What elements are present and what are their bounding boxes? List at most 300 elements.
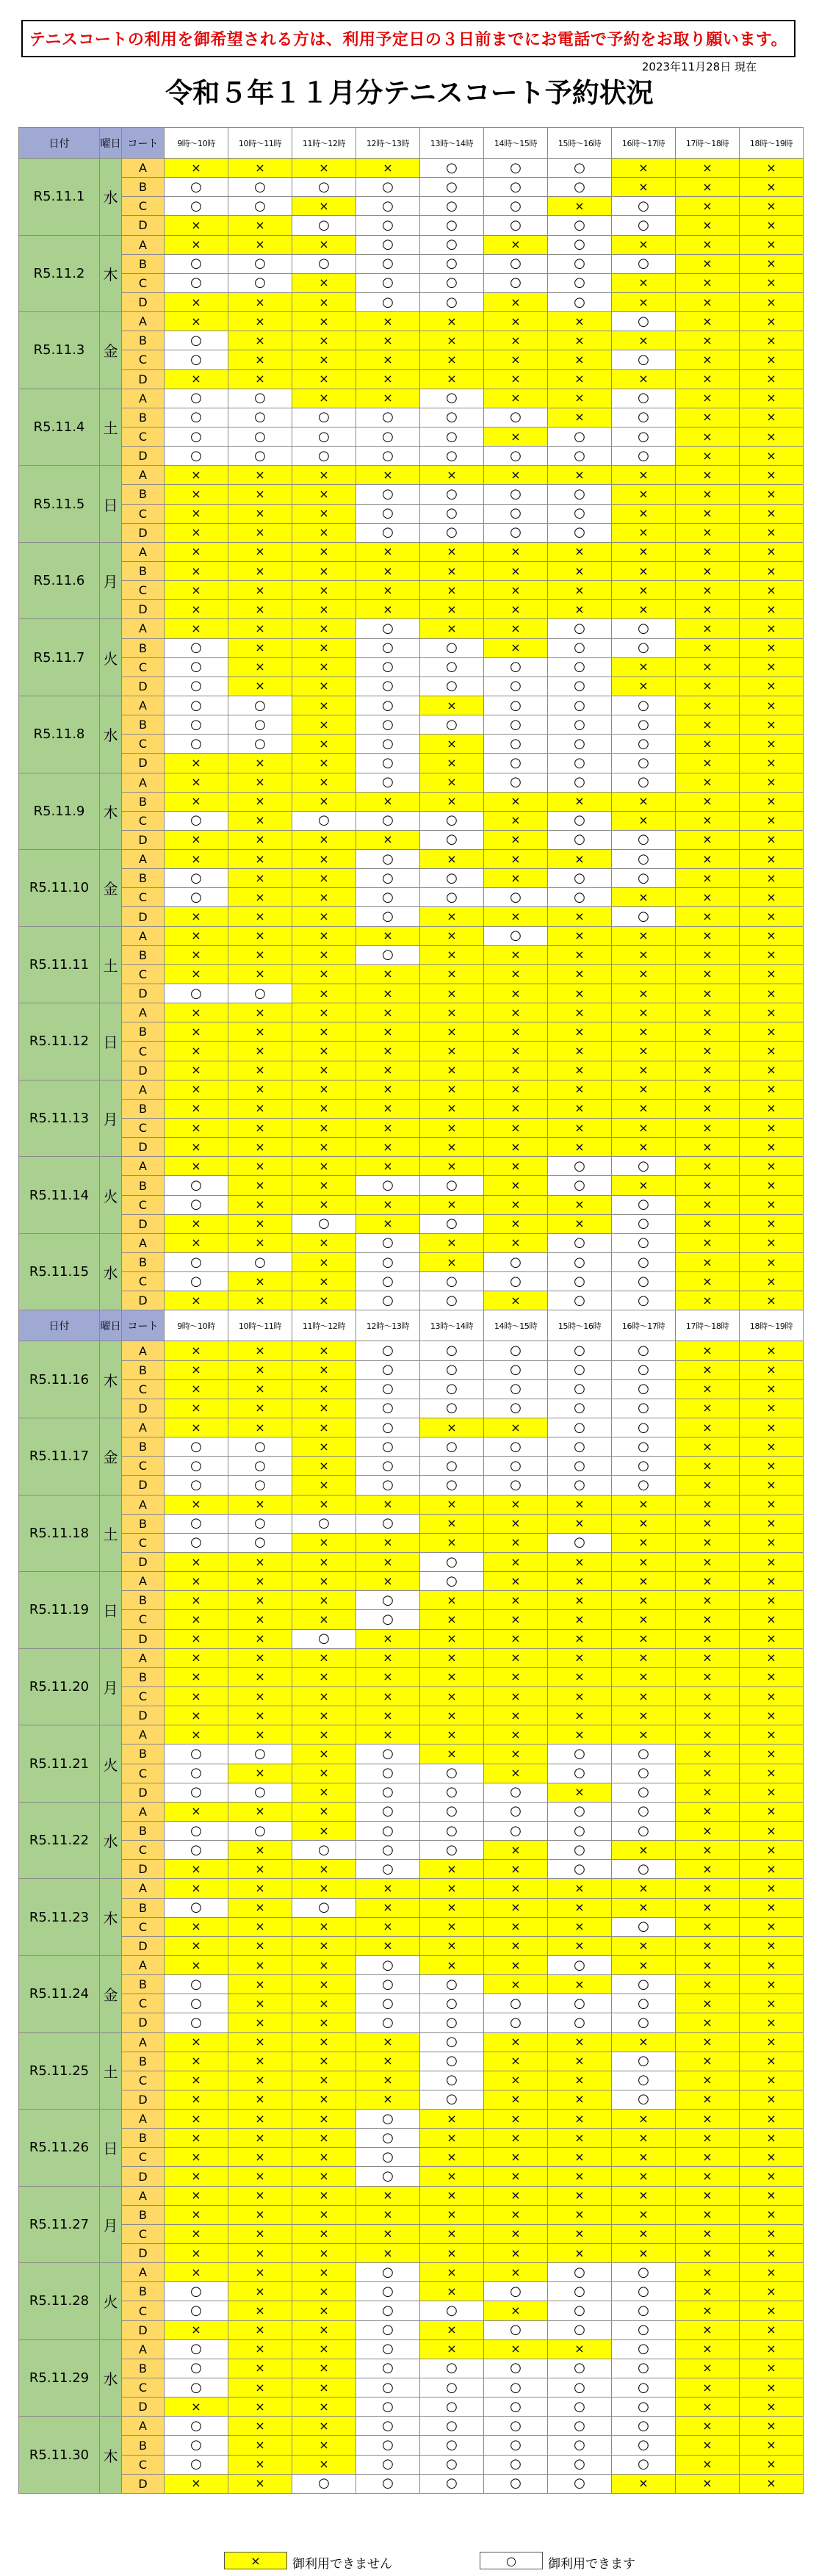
booked-slot: × — [420, 850, 484, 869]
table-row — [19, 926, 804, 945]
date-cell: R5.11.2 — [19, 235, 100, 312]
booked-slot: × — [676, 1437, 740, 1457]
booked-slot: × — [676, 1725, 740, 1745]
booked-slot: × — [292, 1495, 356, 1514]
available-slot: ○ — [484, 1272, 548, 1291]
booked-slot: × — [165, 1399, 228, 1418]
booked-slot: × — [484, 581, 548, 600]
available-slot: ○ — [356, 1360, 420, 1379]
available-slot: ○ — [548, 1176, 612, 1195]
booked-slot: × — [676, 1476, 740, 1495]
booked-slot: × — [356, 331, 420, 350]
court-cell: A — [122, 1157, 165, 1176]
date-cell: R5.11.15 — [19, 1233, 100, 1310]
booked-slot: × — [356, 2224, 420, 2243]
booked-slot: × — [228, 235, 292, 254]
header-time-slot: 18時～19時 — [740, 1310, 804, 1341]
booked-slot: × — [548, 1061, 612, 1080]
booked-slot: × — [676, 600, 740, 619]
booked-slot: × — [676, 1686, 740, 1706]
booked-slot: × — [420, 1195, 484, 1214]
court-cell: A — [122, 235, 165, 254]
available-slot: ○ — [612, 1975, 676, 1994]
booked-slot: × — [292, 888, 356, 907]
available-slot: ○ — [548, 2282, 612, 2301]
available-slot: ○ — [420, 1764, 484, 1783]
booked-slot: × — [356, 964, 420, 984]
booked-slot: × — [484, 2224, 548, 2243]
court-cell: A — [122, 312, 165, 331]
table-row — [19, 197, 804, 216]
booked-slot: × — [292, 1686, 356, 1706]
available-slot: ○ — [420, 523, 484, 542]
booked-slot: × — [420, 466, 484, 485]
available-slot: ○ — [356, 773, 420, 792]
table-row — [19, 888, 804, 907]
available-slot: ○ — [484, 1457, 548, 1476]
booked-slot: × — [740, 850, 804, 869]
booked-slot: × — [548, 1552, 612, 1571]
booked-slot: × — [484, 2052, 548, 2071]
table-row — [19, 2455, 804, 2474]
court-cell: A — [122, 389, 165, 408]
available-slot: ○ — [356, 2436, 420, 2455]
booked-slot: × — [484, 2032, 548, 2052]
court-cell: C — [122, 581, 165, 600]
court-cell: C — [122, 2301, 165, 2320]
available-slot: ○ — [228, 254, 292, 273]
booked-slot: × — [676, 1821, 740, 1840]
booked-slot: × — [228, 523, 292, 542]
available-slot: ○ — [548, 657, 612, 677]
available-slot: ○ — [356, 2455, 420, 2474]
weekday-cell: 火 — [100, 1725, 122, 1803]
booked-slot: × — [484, 1591, 548, 1610]
available-slot: ○ — [356, 1399, 420, 1418]
booked-slot: × — [420, 2320, 484, 2339]
court-cell: A — [122, 1495, 165, 1514]
available-slot: ○ — [356, 619, 420, 638]
booked-slot: × — [356, 1042, 420, 1061]
available-slot: ○ — [484, 1399, 548, 1418]
available-slot: ○ — [484, 1476, 548, 1495]
booked-slot: × — [292, 619, 356, 638]
available-slot: ○ — [356, 216, 420, 235]
available-slot: ○ — [612, 1917, 676, 1936]
booked-slot: × — [292, 1437, 356, 1457]
available-slot: ○ — [356, 2417, 420, 2436]
booked-slot: × — [228, 1099, 292, 1118]
booked-slot: × — [292, 1022, 356, 1042]
booked-slot: × — [740, 638, 804, 657]
table-row — [19, 1080, 804, 1099]
available-slot: ○ — [165, 1253, 228, 1272]
available-slot: ○ — [612, 1802, 676, 1821]
available-slot: ○ — [612, 312, 676, 331]
booked-slot: × — [165, 523, 228, 542]
available-slot: ○ — [356, 235, 420, 254]
available-slot: ○ — [356, 754, 420, 773]
booked-slot: × — [740, 1591, 804, 1610]
table-row — [19, 1802, 804, 1821]
table-row — [19, 811, 804, 830]
booked-slot: × — [228, 1686, 292, 1706]
booked-slot: × — [420, 2263, 484, 2282]
booked-slot: × — [165, 2244, 228, 2263]
header-time-slot: 12時～13時 — [356, 128, 420, 159]
weekday-cell: 土 — [100, 389, 122, 466]
booked-slot: × — [740, 2129, 804, 2148]
booked-slot: × — [356, 1003, 420, 1022]
booked-slot: × — [292, 2071, 356, 2090]
booked-slot: × — [356, 389, 420, 408]
available-slot: ○ — [165, 273, 228, 292]
available-slot: ○ — [356, 1418, 420, 1437]
booked-slot: × — [165, 312, 228, 331]
available-slot: ○ — [612, 907, 676, 926]
available-slot: ○ — [165, 350, 228, 369]
court-cell: C — [122, 2224, 165, 2243]
booked-slot: × — [740, 2110, 804, 2129]
booked-slot: × — [676, 2474, 740, 2493]
booked-slot: × — [420, 926, 484, 945]
booked-slot: × — [676, 638, 740, 657]
booked-slot: × — [356, 926, 420, 945]
booked-slot: × — [676, 773, 740, 792]
table-row — [19, 292, 804, 311]
booked-slot: × — [484, 1955, 548, 1974]
booked-slot: × — [548, 197, 612, 216]
table-row — [19, 1495, 804, 1514]
booked-slot: × — [740, 1495, 804, 1514]
available-slot: ○ — [548, 2301, 612, 2320]
header-time-slot: 11時～12時 — [292, 1310, 356, 1341]
table-row — [19, 2359, 804, 2378]
booked-slot: × — [612, 811, 676, 830]
available-slot: ○ — [612, 1821, 676, 1840]
booked-slot: × — [676, 1591, 740, 1610]
available-slot: ○ — [356, 715, 420, 735]
table-row — [19, 2417, 804, 2436]
court-cell: A — [122, 1233, 165, 1252]
available-slot: ○ — [612, 696, 676, 715]
booked-slot: × — [612, 1667, 676, 1686]
available-slot: ○ — [548, 1157, 612, 1176]
available-slot: ○ — [420, 427, 484, 446]
table-row — [19, 1686, 804, 1706]
booked-slot: × — [228, 964, 292, 984]
booked-slot: × — [228, 869, 292, 888]
table-row — [19, 1552, 804, 1571]
booked-slot: × — [676, 2148, 740, 2167]
booked-slot: × — [612, 1003, 676, 1022]
booked-slot: × — [548, 1195, 612, 1214]
booked-slot: × — [165, 1291, 228, 1310]
booked-slot: × — [612, 1572, 676, 1591]
booked-slot: × — [740, 292, 804, 311]
court-cell: A — [122, 2186, 165, 2205]
table-row — [19, 2148, 804, 2167]
booked-slot: × — [165, 2167, 228, 2186]
booked-slot: × — [548, 964, 612, 984]
booked-slot: × — [484, 1042, 548, 1061]
booked-slot: × — [356, 1686, 420, 1706]
court-cell: C — [122, 2378, 165, 2398]
booked-slot: × — [420, 619, 484, 638]
booked-slot: × — [484, 2110, 548, 2129]
booked-slot: × — [612, 331, 676, 350]
header-time-slot: 18時～19時 — [740, 128, 804, 159]
booked-slot: × — [165, 2110, 228, 2129]
available-slot: ○ — [228, 389, 292, 408]
booked-slot: × — [676, 2110, 740, 2129]
header-time-slot: 14時～15時 — [484, 1310, 548, 1341]
date-cell: R5.11.25 — [19, 2032, 100, 2110]
available-slot: ○ — [548, 1821, 612, 1840]
court-cell: B — [122, 2282, 165, 2301]
header-time-slot: 12時～13時 — [356, 1310, 420, 1341]
table-row — [19, 1975, 804, 1994]
available-slot: ○ — [612, 2071, 676, 2090]
available-slot: ○ — [484, 523, 548, 542]
booked-slot: × — [740, 1195, 804, 1214]
booked-slot: × — [548, 2129, 612, 2148]
booked-slot: × — [676, 1764, 740, 1783]
table-row — [19, 466, 804, 485]
court-cell: D — [122, 600, 165, 619]
court-cell: D — [122, 447, 165, 466]
available-slot: ○ — [356, 945, 420, 964]
booked-slot: × — [420, 907, 484, 926]
booked-slot: × — [165, 1591, 228, 1610]
booked-slot: × — [228, 619, 292, 638]
booked-slot: × — [740, 984, 804, 1003]
weekday-cell: 火 — [100, 2263, 122, 2340]
available-slot: ○ — [356, 869, 420, 888]
booked-slot: × — [228, 2186, 292, 2205]
booked-slot: × — [292, 945, 356, 964]
table-row — [19, 581, 804, 600]
available-slot: ○ — [356, 2339, 420, 2359]
booked-slot: × — [292, 2378, 356, 2398]
available-slot: ○ — [612, 447, 676, 466]
court-cell: C — [122, 2148, 165, 2167]
header-time-slot: 16時～17時 — [612, 128, 676, 159]
booked-slot: × — [676, 2129, 740, 2148]
booked-slot: × — [676, 2339, 740, 2359]
booked-slot: × — [292, 1821, 356, 1840]
available-slot: ○ — [420, 2013, 484, 2032]
booked-slot: × — [228, 1119, 292, 1138]
available-slot: ○ — [165, 715, 228, 735]
date-cell: R5.11.26 — [19, 2110, 100, 2187]
booked-slot: × — [612, 1610, 676, 1629]
date-cell: R5.11.24 — [19, 1955, 100, 2032]
available-slot: ○ — [612, 715, 676, 735]
booked-slot: × — [676, 1802, 740, 1821]
table-row — [19, 1061, 804, 1080]
booked-slot: × — [740, 1291, 804, 1310]
court-cell: B — [122, 2436, 165, 2455]
available-slot: ○ — [420, 2455, 484, 2474]
booked-slot: × — [612, 1725, 676, 1745]
booked-slot: × — [228, 1418, 292, 1437]
booked-slot: × — [292, 561, 356, 580]
court-cell: C — [122, 1379, 165, 1399]
court-cell: B — [122, 1667, 165, 1686]
booked-slot: × — [228, 331, 292, 350]
legend — [0, 2550, 819, 2572]
booked-slot: × — [740, 561, 804, 580]
booked-slot: × — [740, 1764, 804, 1783]
date-cell: R5.11.21 — [19, 1725, 100, 1803]
booked-slot: × — [676, 447, 740, 466]
booked-slot: × — [165, 945, 228, 964]
court-cell: C — [122, 2455, 165, 2474]
booked-slot: × — [548, 312, 612, 331]
booked-slot: × — [676, 1457, 740, 1476]
booked-slot: × — [676, 2013, 740, 2032]
booked-slot: × — [165, 1725, 228, 1745]
booked-slot: × — [548, 1495, 612, 1514]
booked-slot: × — [292, 2110, 356, 2129]
booked-slot: × — [676, 197, 740, 216]
booked-slot: × — [292, 2320, 356, 2339]
available-slot: ○ — [548, 1860, 612, 1879]
booked-slot: × — [548, 2244, 612, 2263]
booked-slot: × — [612, 1706, 676, 1725]
table-row — [19, 159, 804, 178]
available-slot: ○ — [420, 485, 484, 504]
booked-slot: × — [612, 677, 676, 696]
booked-slot: × — [292, 1610, 356, 1629]
booked-slot: × — [420, 331, 484, 350]
table-header-row — [19, 1310, 804, 1341]
available-slot: ○ — [228, 197, 292, 216]
booked-slot: × — [484, 907, 548, 926]
table-row — [19, 1917, 804, 1936]
available-slot: ○ — [356, 1233, 420, 1252]
booked-slot: × — [484, 2071, 548, 2090]
booked-slot: × — [740, 1360, 804, 1379]
booked-slot: × — [676, 178, 740, 197]
table-row — [19, 657, 804, 677]
booked-slot: × — [612, 600, 676, 619]
header-time-slot: 17時～18時 — [676, 1310, 740, 1341]
available-slot: ○ — [356, 1975, 420, 1994]
booked-slot: × — [292, 2186, 356, 2205]
table-row — [19, 907, 804, 926]
booked-slot: × — [548, 1003, 612, 1022]
booked-slot: × — [292, 1802, 356, 1821]
booked-slot: × — [740, 254, 804, 273]
available-slot: ○ — [356, 2301, 420, 2320]
booked-slot: × — [292, 1195, 356, 1214]
booked-slot: × — [420, 1042, 484, 1061]
booked-slot: × — [228, 1898, 292, 1917]
available-slot: ○ — [548, 2359, 612, 2378]
header-time-slot: 10時～11時 — [228, 128, 292, 159]
booked-slot: × — [292, 1783, 356, 1802]
available-slot: ○ — [612, 1272, 676, 1291]
booked-slot: × — [228, 754, 292, 773]
booked-slot: × — [356, 984, 420, 1003]
booked-slot: × — [740, 1552, 804, 1571]
available-slot: ○ — [484, 159, 548, 178]
booked-slot: × — [420, 350, 484, 369]
court-cell: B — [122, 1975, 165, 1994]
available-slot: ○ — [612, 1195, 676, 1214]
available-slot: ○ — [484, 2282, 548, 2301]
booked-slot: × — [548, 1119, 612, 1138]
available-slot: ○ — [612, 1860, 676, 1879]
booked-slot: × — [612, 523, 676, 542]
booked-slot: × — [292, 1706, 356, 1725]
booked-slot: × — [548, 1138, 612, 1157]
table-row — [19, 1860, 804, 1879]
date-cell: R5.11.16 — [19, 1341, 100, 1418]
booked-slot: × — [484, 1233, 548, 1252]
booked-slot: × — [740, 427, 804, 446]
available-slot: ○ — [420, 504, 484, 523]
booked-slot: × — [740, 907, 804, 926]
available-slot: ○ — [612, 1476, 676, 1495]
booked-slot: × — [612, 1495, 676, 1514]
booked-slot: × — [548, 1686, 612, 1706]
court-cell: C — [122, 1119, 165, 1138]
legend-available-swatch: ○ — [480, 2552, 543, 2569]
booked-slot: × — [165, 1341, 228, 1360]
booked-slot: × — [676, 1706, 740, 1725]
booked-slot: × — [484, 1629, 548, 1648]
booked-slot: × — [292, 638, 356, 657]
booked-slot: × — [292, 2339, 356, 2359]
available-slot: ○ — [292, 2474, 356, 2493]
available-slot: ○ — [165, 657, 228, 677]
available-slot: ○ — [165, 888, 228, 907]
table-row — [19, 1341, 804, 1360]
available-slot: ○ — [420, 677, 484, 696]
booked-slot: × — [676, 312, 740, 331]
booked-slot: × — [292, 1080, 356, 1099]
court-cell: A — [122, 1418, 165, 1437]
booked-slot: × — [292, 292, 356, 311]
booked-slot: × — [676, 869, 740, 888]
booked-slot: × — [228, 1591, 292, 1610]
booked-slot: × — [292, 1253, 356, 1272]
booked-slot: × — [420, 1936, 484, 1955]
booked-slot: × — [484, 1860, 548, 1879]
booked-slot: × — [420, 542, 484, 561]
booked-slot: × — [612, 2032, 676, 2052]
booked-slot: × — [165, 1233, 228, 1252]
date-cell: R5.11.19 — [19, 1572, 100, 1649]
date-cell: R5.11.17 — [19, 1418, 100, 1496]
court-cell: B — [122, 869, 165, 888]
court-cell: D — [122, 523, 165, 542]
header-time-slot: 14時～15時 — [484, 128, 548, 159]
booked-slot: × — [292, 2148, 356, 2167]
available-slot: ○ — [292, 1898, 356, 1917]
booked-slot: × — [228, 850, 292, 869]
booked-slot: × — [740, 1629, 804, 1648]
available-slot: ○ — [356, 850, 420, 869]
booked-slot: × — [676, 1003, 740, 1022]
booked-slot: × — [676, 2071, 740, 2090]
available-slot: ○ — [356, 1783, 420, 1802]
available-slot: ○ — [612, 1233, 676, 1252]
available-slot: ○ — [484, 2359, 548, 2378]
